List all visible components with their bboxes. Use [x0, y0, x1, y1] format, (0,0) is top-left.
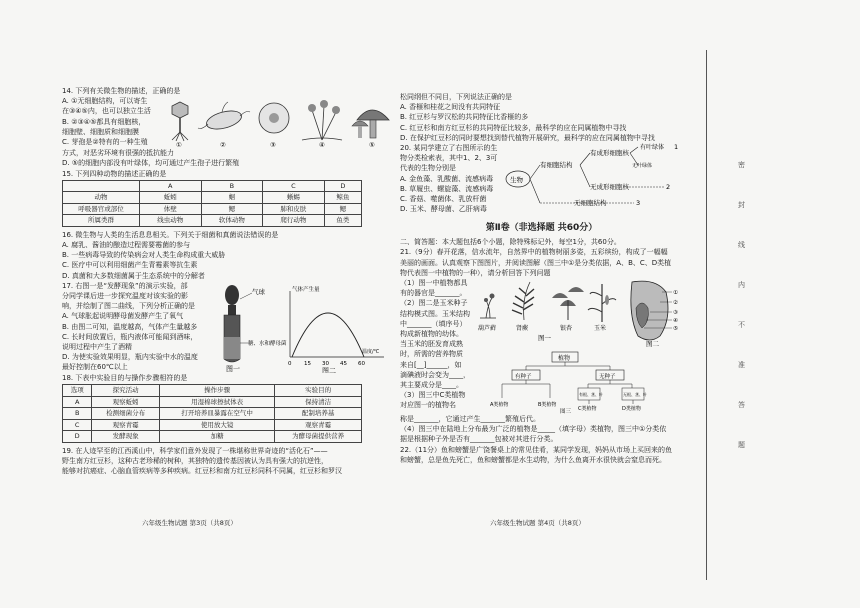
q20-stem-cont: 代表的生物分别是	[400, 164, 456, 173]
q14-fig-label: ②	[220, 141, 226, 149]
x-tick: 30	[322, 360, 329, 367]
q17-option-c: C. 长时间放置后，瓶内液体可能闻到酒味，	[62, 332, 198, 341]
q21-stem-cont: 美丽的画面。认真观察下图图片，并阅读图解（图三中①是分类依据，A、B、C、D类植	[400, 258, 672, 267]
mushroom-icon	[352, 110, 389, 138]
class-c: C类植物	[578, 406, 597, 413]
margin-char: 题	[738, 441, 745, 449]
q20-option-a: A. 金鱼藻、乳酸菌、流感病毒	[400, 174, 494, 183]
margin-char: 密	[738, 161, 745, 169]
table-cell: 观察青霉	[92, 419, 160, 431]
q14-option-b-cont: 细胞壁、细胞质和细胞膜	[62, 127, 139, 136]
binding-line	[706, 50, 707, 580]
mold-icon	[302, 100, 342, 140]
q21-sub: 来自[__]______，如	[400, 360, 462, 369]
table-cell: 保持清洁	[275, 396, 362, 408]
q21-sub: （4）图三中在陆地上分布最为广泛的植物是_____（填字母）类植物，图三中①分类依	[400, 425, 667, 434]
table-cell: 所属类群	[63, 215, 140, 227]
seed-part-number: ④	[673, 318, 678, 325]
margin-char: 答	[738, 401, 745, 409]
tree-number: 3	[636, 199, 641, 208]
q17-stem-cont: 响，并绘制了图二曲线，下列分析正确的是	[62, 302, 195, 311]
balloon-label: 气球	[252, 287, 265, 296]
margin-char: 封	[738, 201, 745, 209]
q14-fig-label: ③	[270, 141, 276, 149]
table-cell: B	[63, 408, 92, 420]
temperature-curve-chart	[288, 285, 384, 373]
seed-node: 有种子	[515, 374, 532, 381]
table-cell: 蛔	[201, 192, 263, 204]
q21-sub: 据是根据种子外是否有_______包被对其进行分类。	[400, 435, 558, 444]
q21-sub: 结构模式图。玉米结构	[400, 309, 470, 318]
q19	[62, 446, 397, 477]
tree-number: 1	[674, 143, 679, 152]
x-tick: 60	[358, 360, 365, 367]
table-cell: 呼吸器官或部位	[63, 203, 140, 215]
table-cell: 软体动物	[201, 215, 263, 227]
x-tick: 45	[340, 360, 347, 367]
q14-stem: 14. 下列有关微生物的描述，正确的是	[62, 87, 181, 95]
table-cell: 为酵母菌提供营养	[275, 431, 362, 443]
q21-sub: 时，所需的营养物质	[400, 350, 463, 359]
leaf-node: 有根、茎、叶	[579, 392, 603, 398]
seed-part-number: ①	[673, 290, 678, 297]
q14-fig-label: ④	[319, 141, 325, 149]
table-cell: 操作步骤	[159, 385, 274, 397]
tree-number: 2	[666, 183, 671, 192]
q14-option-a: A. ①无细胞结构，可以寄生	[62, 97, 148, 106]
fig1-label: 图一	[226, 364, 240, 373]
balloon-bottle-figure	[224, 285, 287, 373]
table-row	[63, 419, 362, 431]
q20-option-d: D. 玉米、酵母菌、乙肝病毒	[400, 205, 487, 214]
table-cell: 肺和皮肤	[263, 203, 325, 215]
q14-fig-label: ⑤	[369, 141, 375, 149]
table-cell: 鳃	[324, 203, 361, 215]
q21-sub: 对应图一的植物名	[400, 401, 456, 410]
q20-stem-cont: 物分类检索表，其中1、2、3可	[400, 154, 498, 163]
q20-stem: 20. 某同学建立了右图所示的生	[400, 144, 498, 153]
tree-no-cell: 无细胞结构	[574, 199, 607, 208]
q21-sub: （2）图二是玉米种子	[400, 299, 468, 308]
table-cell: 鳃	[201, 203, 263, 215]
tree-has-cell: 有细胞结构	[540, 161, 573, 170]
virus-icon	[172, 102, 188, 141]
q17-stem-cont: 分同学课后进一步探究温度对该实验的影	[62, 292, 188, 301]
q15-stem: 15. 下列四种动物的描述正确的是	[62, 169, 167, 178]
fig1-label: 图一	[538, 334, 551, 343]
table-cell: B	[201, 180, 263, 192]
noseed-node: 无种子	[599, 374, 616, 381]
margin-char: 准	[738, 361, 745, 369]
q19-stem-cont: 野生南方红豆杉，这种古老珍稀的树种，其独特的遗传基因被认为具有强大的抗逆性，	[62, 456, 328, 465]
table-cell: 检测细菌分布	[92, 408, 160, 420]
q20-option-b: B. 草履虫、螺旋藻、流感病毒	[400, 184, 494, 193]
q21-sub: （1）图一中植物都具	[400, 279, 468, 288]
q21-body	[400, 278, 683, 414]
q17-option-d-cont: 最好控制在60℃以上	[62, 363, 128, 372]
q16	[62, 230, 397, 281]
table-cell: D	[324, 180, 361, 192]
table-row	[63, 385, 362, 397]
tree-root: 生物	[510, 176, 523, 185]
q15-table	[62, 180, 362, 227]
q17-option-a: A. 气球胀起说明酵母菌发酵产生了氧气	[62, 312, 184, 321]
q22-stem: 22.（11分）鱼和螃蟹是广饶餐桌上的常见佳肴，某同学发现，妈妈从市场上买回来的鱼	[400, 445, 673, 454]
q21-sub: 构成新植物的幼体。	[400, 330, 463, 339]
tree-no-chloro: 无叶绿体	[632, 163, 653, 170]
table-cell	[63, 180, 140, 192]
q21-sub: 中_______（填序号）	[400, 319, 467, 328]
plant-label: 银杏	[560, 325, 573, 333]
table-row	[63, 180, 362, 192]
ginkgo-icon	[552, 287, 584, 320]
seed-part-number: ②	[673, 300, 678, 307]
margin-char: 内	[738, 281, 745, 289]
table-cell: 加糖	[159, 431, 274, 443]
q17-stem: 17. 右图一是“发酵现象”的演示实验，部	[62, 281, 188, 290]
x-tick: 0	[288, 360, 292, 367]
seed-part-number: ③	[673, 310, 678, 317]
q21-sub: 其主要成分是____。	[400, 381, 463, 390]
table-row	[63, 408, 362, 420]
bacterium-icon	[198, 102, 250, 132]
corn-icon	[588, 284, 616, 322]
x-axis-label: 温度/℃	[362, 348, 380, 355]
table-cell: 打开培养皿暴露在空气中	[159, 408, 274, 420]
q20	[400, 143, 683, 217]
q16-option-c: C. 医疗中可以利用细菌产生青霉素等抗生素	[62, 261, 198, 270]
q21-figures	[472, 278, 682, 414]
tree-has-nucleus: 有成形细胞核	[590, 149, 629, 158]
section-title: 第Ⅱ卷（非选择题 共60分）	[485, 223, 598, 234]
q21-sub: 滴碘液时会变为____，	[400, 370, 470, 379]
q14-option-a-cont: 在③④⑤内，也可以独立生活	[62, 107, 151, 116]
q14-microbe-figure	[162, 96, 392, 148]
table-cell: 线虫动物	[140, 215, 202, 227]
q14-option-d: D. ⑤的细胞内部没有叶绿体，均可通过产生孢子进行繁殖	[62, 159, 240, 168]
table-cell: 用湿棉球擦拭体表	[159, 396, 274, 408]
q14	[62, 86, 397, 169]
plant-figure-1	[480, 294, 496, 319]
margin-char: 线	[738, 241, 745, 249]
table-cell: 鲸鱼	[324, 192, 361, 204]
table-cell: 使用放大镜	[159, 419, 274, 431]
seed-part-number: ⑤	[673, 326, 678, 333]
table-cell: A	[63, 396, 92, 408]
table-row	[63, 215, 362, 227]
q16-option-d: D. 真菌和大多数细菌属于生态系统中的分解者	[62, 271, 205, 280]
q14-option-c: C. 芽孢是②特有的一种生殖	[62, 138, 148, 147]
bottle-label: 糖、水和酵母菌	[248, 340, 287, 347]
table-row	[63, 192, 362, 204]
q21-stem-cont: 物代表图一中植物的一种），请分析回答下列问题	[400, 268, 551, 277]
table-row	[63, 203, 362, 215]
q21-sub: 当玉米的胚发育成熟	[400, 340, 463, 349]
table-cell: 动物	[63, 192, 140, 204]
q21-sub: 有的器官是_______。	[400, 289, 467, 298]
table-cell: 观察青霉	[275, 419, 362, 431]
table-cell: 发酵现象	[92, 431, 160, 443]
tree-chloro: 有叶绿体	[640, 144, 665, 152]
right-column	[400, 92, 683, 465]
table-cell: 爬行动物	[263, 215, 325, 227]
tree-no-nucleus: 无成形细胞核	[590, 183, 629, 192]
fern-icon	[512, 282, 534, 320]
table-cell: 体壁	[140, 203, 202, 215]
q21-stem: 21.（9分）春开花落，信水流年，自然界中的植物树丽多姿，五彩缤纷，构成了一幅幅	[400, 248, 668, 257]
x-tick: 15	[304, 360, 311, 367]
left-column	[62, 86, 397, 476]
fig2-label: 图二	[322, 366, 336, 373]
q19-option-d: D. 在保护红豆杉的同时要想找到替代植物开展研究，最科学的应在同属植物中寻找	[400, 133, 655, 142]
q22-stem-cont: 和螃蟹，总是鱼先死亡，鱼和螃蟹都是水生动物，为什么鱼离开水很快就会窒息而死。	[400, 455, 666, 464]
table-cell: 蚯蚓	[140, 192, 202, 204]
q21-sub: 称是_______，它通过产生_______繁殖后代。	[400, 415, 540, 424]
q20-classification-tree	[504, 143, 682, 217]
q17	[62, 281, 397, 373]
q14-option-c-cont: 方式，对恶劣环境有很强的抵抗能力	[62, 149, 174, 158]
table-cell: A	[140, 180, 202, 192]
class-d: D类植物	[622, 406, 641, 413]
table-cell: C	[263, 180, 325, 192]
yeast-icon	[259, 103, 289, 133]
plant-label: 玉米	[594, 325, 607, 333]
table-cell: D	[63, 431, 92, 443]
q19-stem-cont: 松同纲但不同目，下列说法正确的是	[400, 93, 512, 101]
noleaf-node: 无根、茎、叶	[623, 392, 647, 398]
table-cell: 鱼类	[324, 215, 361, 227]
q16-stem: 16. 微生物与人类的生活息息相关。下列关于细菌和真菌说法错误的是	[62, 230, 279, 239]
fig2-label: 图二	[646, 340, 659, 349]
table-cell: 蜥蜴	[263, 192, 325, 204]
margin-char: 不	[738, 321, 745, 329]
table-cell: 配制培养基	[275, 408, 362, 420]
table-row	[63, 396, 362, 408]
class-a: A类植物	[490, 402, 509, 409]
page-footer-right: 六年级生物试题 第4页（共8页）	[490, 519, 585, 527]
fig3-label: 图三	[560, 409, 572, 415]
page-footer-left: 六年级生物试题 第3页（共8页）	[142, 519, 237, 527]
q19-stem: 19. 在人迹罕至的江西溪山中，科学家们意外发现了一株堪称世界奇迹的“活化石”——	[62, 446, 328, 455]
class-b: B类植物	[538, 402, 557, 409]
table-cell: 选项	[63, 385, 92, 397]
part2-instructions: 二、简答题：本大题包括6个小题，除特殊标记外，每空1分，共60分。	[400, 238, 621, 247]
corn-seed-figure	[631, 281, 678, 348]
q16-option-a: A. 腐乳、酱油的酿造过程需要霉菌的参与	[62, 241, 191, 250]
q17-figure	[212, 281, 392, 373]
q14-fig-label: ①	[176, 141, 182, 149]
q14-option-b: B. ②③④⑤都具有细胞核，	[62, 117, 146, 126]
q20-option-c: C. 香菇、噬菌体、乳放杆菌	[400, 195, 487, 204]
table-cell: 实验目的	[275, 385, 362, 397]
q19-stem-cont: 能够对抗癌症、心脑血管疾病等多种疾病。红豆杉和南方红豆杉同科不同属，红豆杉和罗汉	[62, 466, 342, 475]
plant-classification-tree	[490, 352, 647, 414]
q18-table	[62, 384, 362, 443]
q17-option-c-cont: 说明过程中产生了酒精	[62, 343, 132, 352]
q19-continued	[400, 92, 683, 143]
table-cell: 探究活动	[92, 385, 160, 397]
plant-label: 肾蕨	[516, 325, 529, 333]
q21-sub: （3）图三中C类植物	[400, 391, 466, 400]
q19-option-b: B. 红豆杉与罗汉松的共同特征比香榧的多	[400, 113, 529, 122]
q17-option-b: B. 由图二可知，温度越高，气体产生量越多	[62, 322, 198, 331]
tree-root: 植物	[558, 355, 571, 363]
table-cell: 观察蚯蚓	[92, 396, 160, 408]
q19-option-c: C. 红豆杉和南方红豆杉的共同特征比较多，最科学的应在同属植物中寻找	[400, 123, 627, 132]
y-axis-label: 气体产生量	[292, 286, 320, 293]
table-cell: C	[63, 419, 92, 431]
q18-stem: 18. 下表中实验目的与操作步骤相符的是	[62, 373, 188, 382]
plant-label: 葫芦藓	[478, 325, 497, 333]
table-row	[63, 431, 362, 443]
q19-option-a: A. 香榧和桂花之间没有共同特征	[400, 103, 501, 112]
q16-option-b: B. 一些病毒导致的传染病会对人类生命构成重大威胁	[62, 251, 226, 260]
q17-option-d: D. 为使实验效果明显，瓶内实验中水的温度	[62, 353, 198, 362]
